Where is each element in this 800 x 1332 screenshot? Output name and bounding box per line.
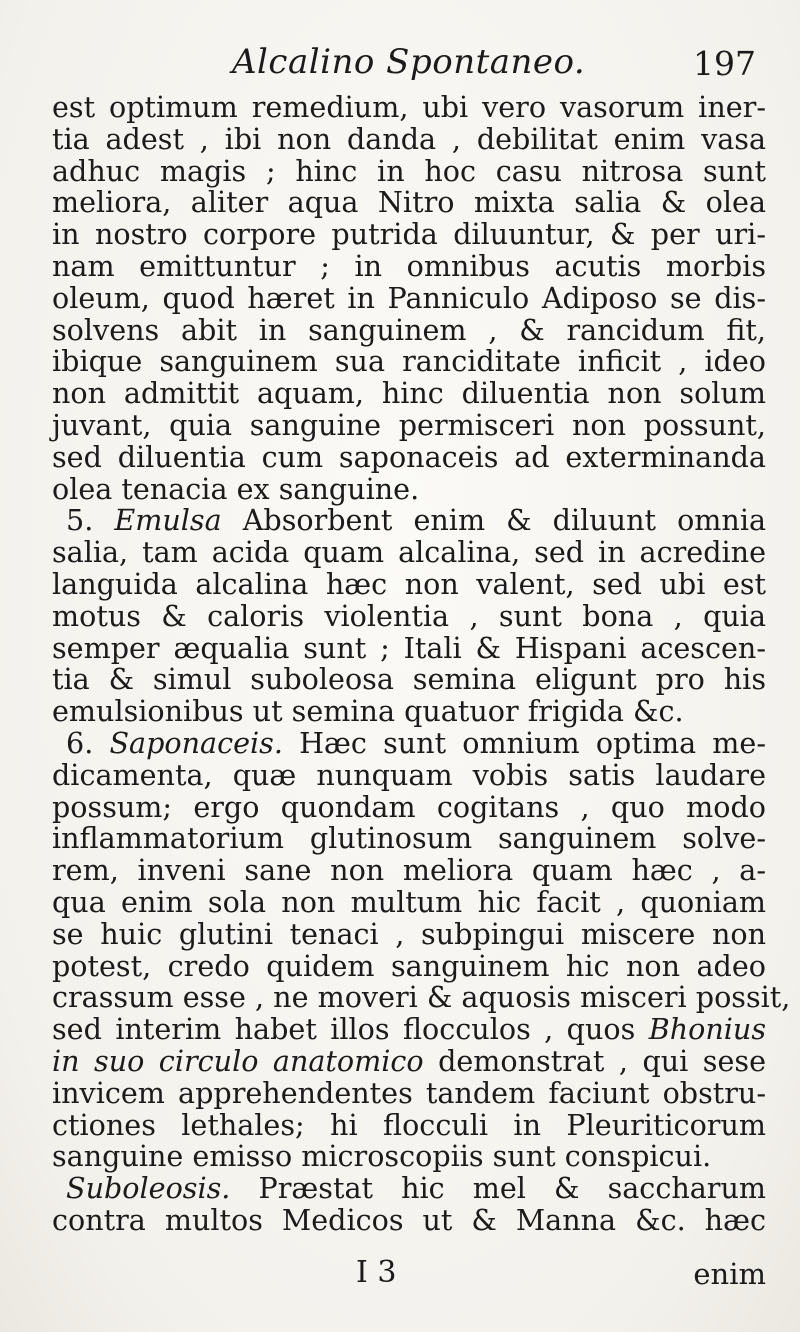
text-segment: nam emittuntur ; in omnibus acutis morbis: [52, 248, 766, 283]
text-segment: 5.: [66, 503, 115, 538]
text-segment: 6.: [66, 725, 110, 760]
text-segment: Absorbent enim & diluunt omnia: [221, 503, 767, 538]
text-segment: sanguine emisso microscopiis sunt conspicui.: [52, 1139, 712, 1174]
text-segment: contra multos Medicos ut & Manna &c. hæc: [52, 1202, 766, 1237]
text-segment: adhuc magis ; hinc in hoc casu nitrosa sunt: [52, 153, 766, 188]
text-segment: qua enim sola non multum hic facit , quoniam: [52, 884, 766, 919]
text-segment: salia, tam acida quam alcalina, sed in acredine: [52, 535, 766, 570]
text-line: [52, 757, 766, 792]
text-segment: invicem apprehendentes tandem faciunt obstru-: [52, 1075, 766, 1110]
text-line: [52, 219, 766, 251]
text-line: [52, 696, 766, 728]
text-segment: languida alcalina hæc non valent, sed ubi est: [52, 566, 766, 601]
text-line: [52, 471, 766, 506]
body-text: [52, 90, 791, 1237]
text-segment: est optimum remedium, ubi vero vasorum iner-: [52, 90, 766, 124]
text-segment: oleum, quod hæret in Panniculo Adiposo se dis-: [52, 280, 766, 315]
page-number: 197: [693, 44, 756, 83]
text-segment: olea tenacia ex sanguine.: [52, 471, 420, 506]
text-segment: motus & caloris violentia , sunt bona , quia: [52, 598, 766, 633]
text-segment: rem, inveni sane non meliora quam hæc , a-: [52, 853, 766, 888]
text-line: [52, 566, 766, 601]
text-line: [52, 789, 766, 824]
text-line: [52, 187, 766, 219]
text-line: [52, 312, 766, 347]
text-line: [52, 884, 766, 919]
text-segment: non admittit aquam, hinc diluentia non solum: [52, 376, 766, 411]
text-line: [52, 1173, 766, 1205]
text-line: [52, 92, 766, 124]
text-segment: emulsionibus ut semina quatuor frigida &c.: [52, 694, 684, 729]
text-line: [52, 855, 766, 887]
text-line: [52, 980, 791, 1015]
text-segment: sed interim habet illos flocculos , quos: [52, 1012, 649, 1047]
text-line: [52, 537, 766, 569]
text-segment: possum; ergo quondam cogitans , quo modo: [52, 789, 766, 824]
italic-text-segment: Emulsa: [114, 503, 222, 538]
text-line: [52, 248, 766, 283]
text-line: [52, 1043, 766, 1078]
text-line: [52, 378, 766, 410]
text-line: [52, 505, 766, 537]
text-segment: demonstrat , qui sese: [423, 1043, 766, 1078]
text-line: [52, 1141, 766, 1173]
page-header: [0, 42, 800, 90]
signature-mark: I 3: [356, 1255, 397, 1290]
text-segment: potest, credo quidem sanguinem hic non adeo: [52, 948, 766, 983]
text-line: [52, 598, 766, 633]
text-line: [52, 407, 766, 442]
text-segment: ctiones lethales; hi flocculi in Pleuriticorum: [52, 1107, 766, 1142]
italic-text-segment: Suboleosis.: [66, 1171, 231, 1206]
text-line: [52, 439, 766, 474]
text-line: [52, 280, 766, 315]
italic-text-segment: Bhonius: [648, 1012, 766, 1047]
text-line: [52, 725, 766, 760]
text-line: [52, 1075, 766, 1110]
text-line: [52, 948, 766, 983]
text-segment: semper æqualia sunt ; Itali & Hispani acescen-: [52, 630, 766, 665]
italic-text-segment: Saponaceis.: [109, 725, 283, 760]
text-line: [52, 664, 766, 696]
text-segment: tia & simul suboleosa semina eligunt pro his: [52, 662, 766, 697]
text-line: [52, 346, 766, 378]
text-line: [52, 153, 766, 188]
text-segment: juvant, quia sanguine permisceri non possunt,: [52, 407, 766, 442]
text-line: [52, 1202, 766, 1237]
text-segment: crassum esse , ne moveri & aquosis misceri possit,: [52, 980, 791, 1015]
catchword: enim: [693, 1257, 766, 1291]
text-line: [52, 823, 766, 855]
text-line: [52, 121, 766, 156]
text-segment: Hæc sunt omnium optima me-: [282, 725, 766, 760]
text-segment: ibique sanguinem sua ranciditate inficit , ideo: [52, 344, 766, 379]
page-footer: [0, 1255, 800, 1295]
italic-text-segment: in suo circulo anatomico: [52, 1043, 424, 1078]
text-segment: Præstat hic mel & saccharum: [230, 1171, 766, 1206]
text-line: [52, 916, 766, 951]
text-segment: inflammatorium glutinosum sanguinem solve-: [52, 821, 766, 856]
text-segment: solvens abit in sanguinem , & rancidum fit,: [52, 312, 766, 347]
text-line: [52, 1107, 766, 1142]
running-title: Alcalino Spontaneo.: [232, 42, 586, 82]
text-segment: dicamenta, quæ nunquam vobis satis laudare: [52, 757, 766, 792]
text-segment: meliora, aliter aqua Nitro mixta salia & olea: [52, 185, 766, 220]
text-segment: in nostro corpore putrida diluuntur, & per uri-: [52, 217, 766, 252]
text-segment: sed diluentia cum saponaceis ad exterminanda: [52, 439, 766, 474]
text-segment: se huic glutini tenaci , subpingui miscere non: [52, 916, 766, 951]
text-segment: tia adest , ibi non danda , debilitat enim vasa: [52, 121, 766, 156]
text-line: [52, 1014, 766, 1046]
text-line: [52, 630, 766, 665]
